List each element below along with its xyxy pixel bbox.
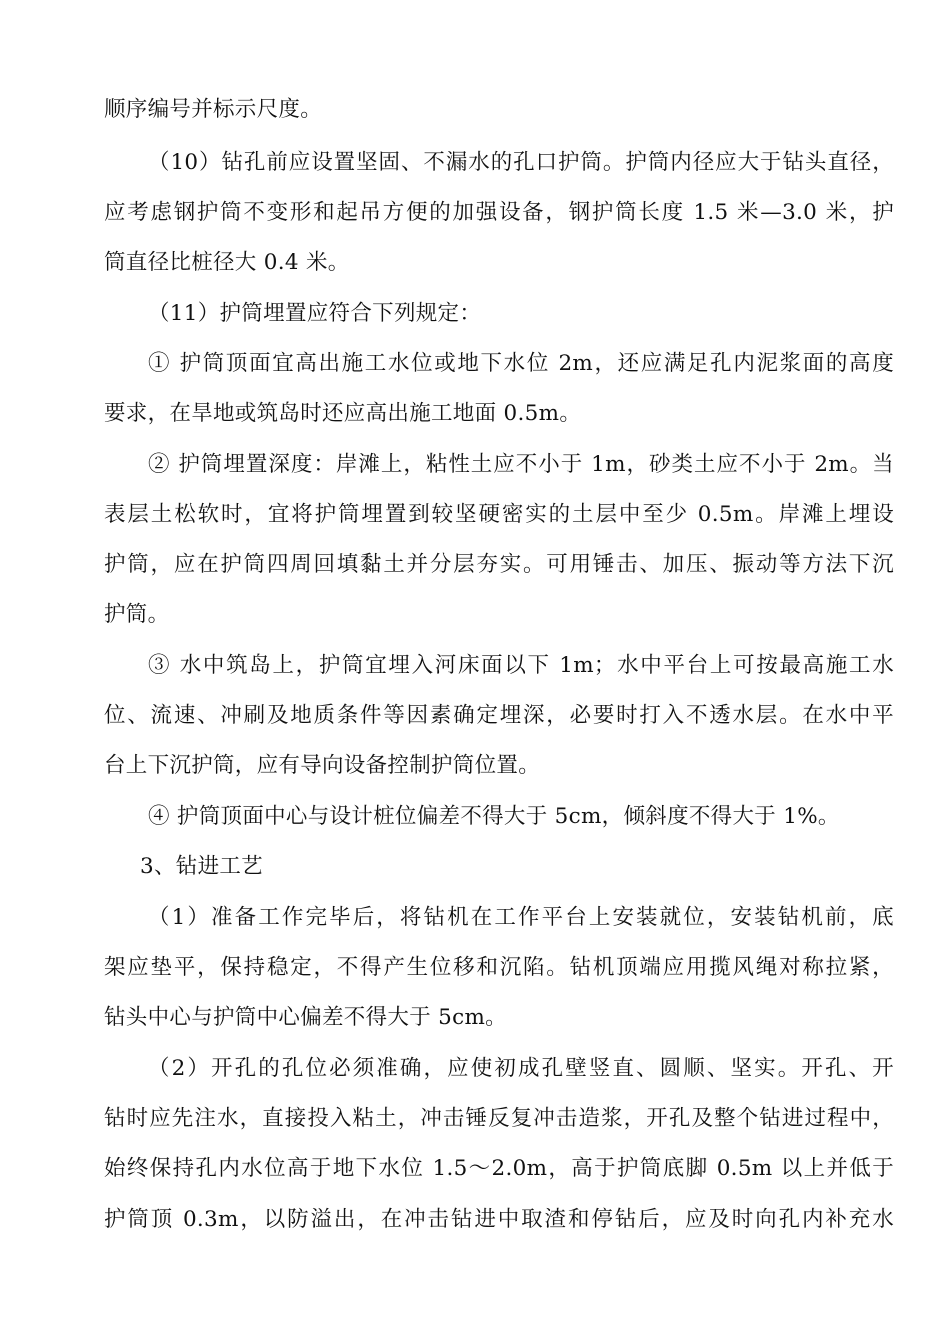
- paragraph-line: （1）准备工作完毕后，将钻机在工作平台上安装就位，安装钻机前，底: [148, 905, 894, 930]
- paragraph-line: 应考虑钢护筒不变形和起吊方便的加强设备，钢护筒长度 1.5 米—3.0 米，护: [104, 200, 894, 225]
- paragraph-line: 顺序编号并标示尺度。: [104, 97, 323, 122]
- paragraph-line: 始终保持孔内水位高于地下水位 1.5～2.0m，高于护筒底脚 0.5m 以上并低于: [104, 1156, 894, 1181]
- paragraph-line: 台上下沉护筒，应有导向设备控制护筒位置。: [104, 753, 541, 778]
- paragraph-line: （2）开孔的孔位必须准确，应使初成孔壁竖直、圆顺、坚实。开孔、开: [148, 1056, 894, 1081]
- paragraph-line: 钻头中心与护筒中心偏差不得大于 5cm。: [104, 1005, 507, 1030]
- paragraph-line: 架应垫平，保持稳定，不得产生位移和沉陷。钻机顶端应用揽风绳对称拉紧，: [104, 955, 894, 980]
- paragraph-line: 护筒。: [104, 602, 170, 627]
- section-heading: 3、钻进工艺: [140, 854, 263, 879]
- paragraph-line: ② 护筒埋置深度：岸滩上，粘性土应不小于 1m，砂类土应不小于 2m。当: [148, 452, 894, 477]
- paragraph-line: 筒直径比桩径大 0.4 米。: [104, 250, 350, 275]
- paragraph-line: ① 护筒顶面宜高出施工水位或地下水位 2m，还应满足孔内泥浆面的高度: [148, 351, 894, 376]
- paragraph-line: 位、流速、冲刷及地质条件等因素确定埋深，必要时打入不透水层。在水中平: [104, 703, 894, 728]
- paragraph-line: （10）钻孔前应设置坚固、不漏水的孔口护筒。护筒内径应大于钻头直径，: [148, 150, 894, 175]
- paragraph-line: ③ 水中筑岛上，护筒宜埋入河床面以下 1m；水中平台上可按最高施工水: [148, 653, 894, 678]
- paragraph-line: 要求，在旱地或筑岛时还应高出施工地面 0.5m。: [104, 401, 582, 426]
- paragraph-line: （11）护筒埋置应符合下列规定：: [148, 301, 482, 326]
- paragraph-line: 护筒，应在护筒四周回填黏土并分层夯实。可用锤击、加压、振动等方法下沉: [104, 552, 894, 577]
- paragraph-line: 护筒顶 0.3m，以防溢出，在冲击钻进中取渣和停钻后，应及时向孔内补充水: [104, 1207, 894, 1232]
- paragraph-line: 钻时应先注水，直接投入粘土，冲击锤反复冲击造浆，开孔及整个钻进过程中，: [104, 1106, 894, 1131]
- paragraph-line: 表层土松软时，宜将护筒埋置到较坚硬密实的土层中至少 0.5m。岸滩上埋设: [104, 502, 894, 527]
- paragraph-line: ④ 护筒顶面中心与设计桩位偏差不得大于 5cm，倾斜度不得大于 1%。: [148, 804, 840, 829]
